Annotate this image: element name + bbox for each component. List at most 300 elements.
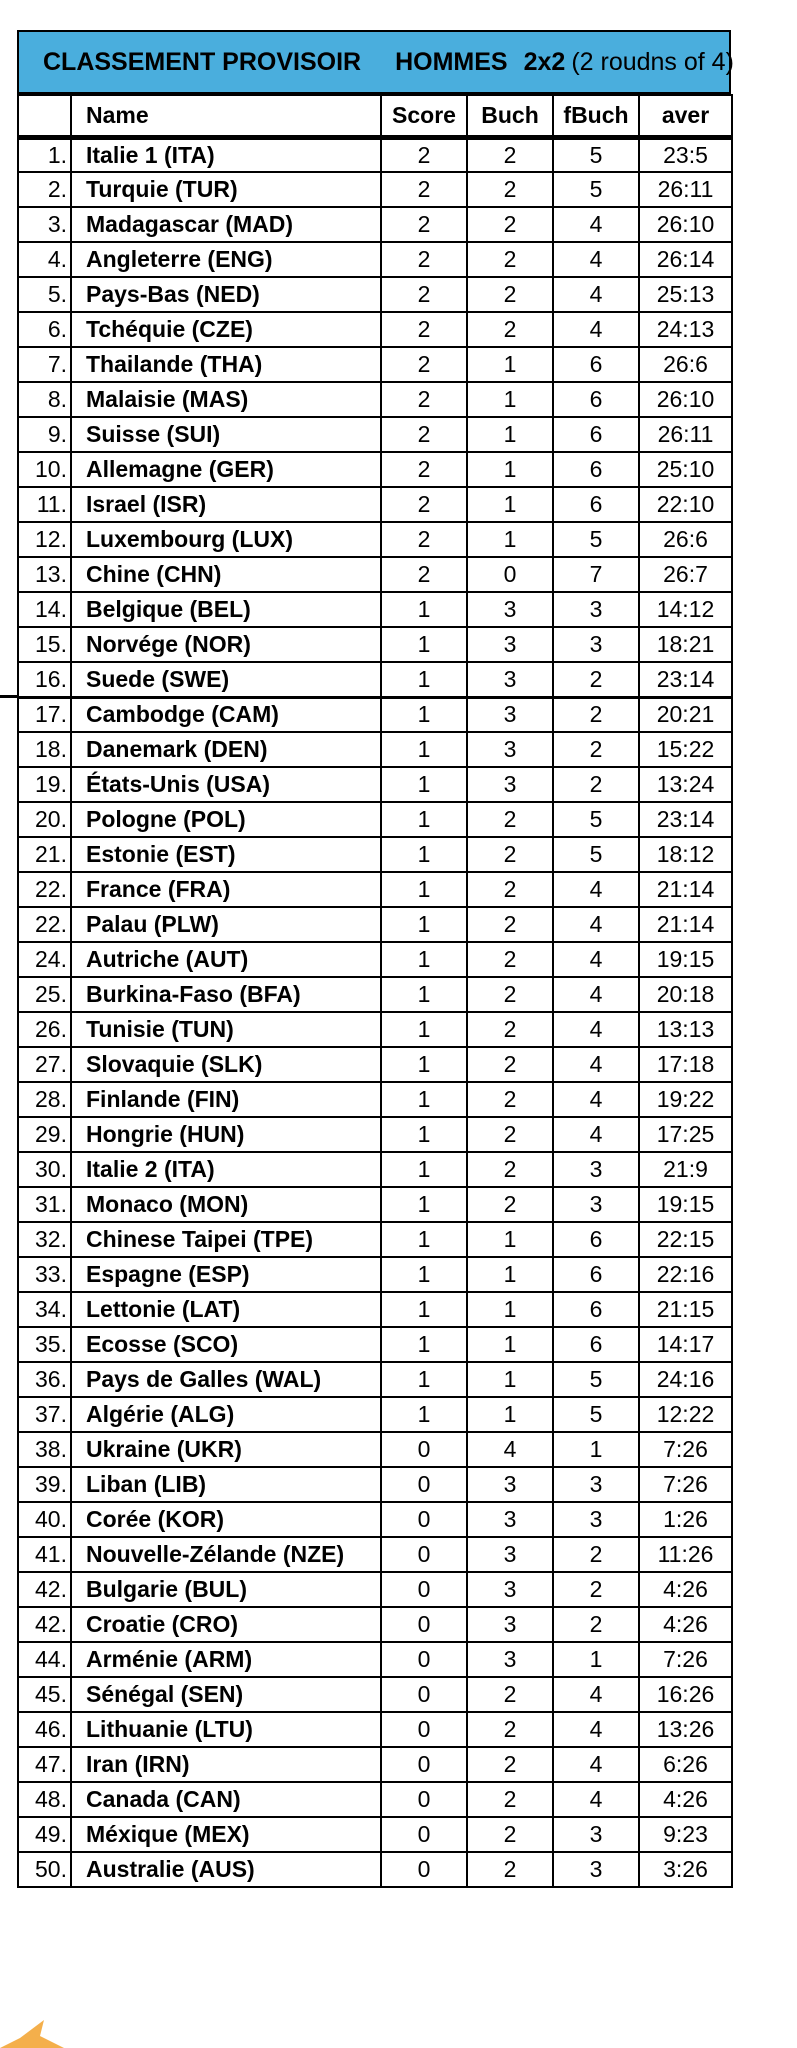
cell-rank: 22. bbox=[18, 872, 71, 907]
table-row bbox=[18, 1082, 732, 1117]
cell-name: France (FRA) bbox=[71, 872, 381, 907]
cell-name: Thailande (THA) bbox=[71, 347, 381, 382]
cell-rank: 28. bbox=[18, 1082, 71, 1117]
cell-rank: 13. bbox=[18, 557, 71, 592]
cell-name: Monaco (MON) bbox=[71, 1187, 381, 1222]
cell-name: Angleterre (ENG) bbox=[71, 242, 381, 277]
cell-name: Luxembourg (LUX) bbox=[71, 522, 381, 557]
cell-rank: 10. bbox=[18, 452, 71, 487]
header-row bbox=[18, 95, 732, 137]
cell-name: Algérie (ALG) bbox=[71, 1397, 381, 1432]
cell-score: 1 bbox=[381, 942, 467, 977]
cell-aver: 17:25 bbox=[639, 1117, 732, 1152]
cell-aver: 20:18 bbox=[639, 977, 732, 1012]
cell-name: Lettonie (LAT) bbox=[71, 1292, 381, 1327]
cell-buch: 3 bbox=[467, 1502, 553, 1537]
cell-aver: 19:15 bbox=[639, 1187, 732, 1222]
cell-fbuch: 4 bbox=[553, 942, 639, 977]
cell-name: Danemark (DEN) bbox=[71, 732, 381, 767]
table-row bbox=[18, 1117, 732, 1152]
cell-fbuch: 4 bbox=[553, 312, 639, 347]
cell-score: 1 bbox=[381, 1187, 467, 1222]
cell-fbuch: 2 bbox=[553, 697, 639, 732]
cell-fbuch: 6 bbox=[553, 452, 639, 487]
cell-fbuch: 6 bbox=[553, 417, 639, 452]
table-row bbox=[18, 1607, 732, 1642]
cell-fbuch: 5 bbox=[553, 172, 639, 207]
cell-aver: 1:26 bbox=[639, 1502, 732, 1537]
cell-score: 0 bbox=[381, 1467, 467, 1502]
table-row bbox=[18, 557, 732, 592]
cell-buch: 1 bbox=[467, 487, 553, 522]
cell-fbuch: 2 bbox=[553, 767, 639, 802]
cell-rank: 33. bbox=[18, 1257, 71, 1292]
table-row bbox=[18, 487, 732, 522]
cell-fbuch: 5 bbox=[553, 1362, 639, 1397]
column-header-buch: Buch bbox=[467, 95, 553, 137]
cell-buch: 1 bbox=[467, 522, 553, 557]
cell-buch: 2 bbox=[467, 1712, 553, 1747]
cell-aver: 26:10 bbox=[639, 382, 732, 417]
cell-aver: 7:26 bbox=[639, 1432, 732, 1467]
cell-aver: 14:12 bbox=[639, 592, 732, 627]
cell-name: Sénégal (SEN) bbox=[71, 1677, 381, 1712]
table-row bbox=[18, 452, 732, 487]
cell-aver: 11:26 bbox=[639, 1537, 732, 1572]
cell-name: Italie 1 (ITA) bbox=[71, 137, 381, 172]
cell-score: 2 bbox=[381, 172, 467, 207]
cell-buch: 1 bbox=[467, 417, 553, 452]
table-row bbox=[18, 1292, 732, 1327]
cell-rank: 35. bbox=[18, 1327, 71, 1362]
cell-name: Allemagne (GER) bbox=[71, 452, 381, 487]
cell-fbuch: 6 bbox=[553, 347, 639, 382]
cell-fbuch: 2 bbox=[553, 1572, 639, 1607]
cell-rank: 17. bbox=[18, 697, 71, 732]
cell-name: Nouvelle-Zélande (NZE) bbox=[71, 1537, 381, 1572]
cell-aver: 6:26 bbox=[639, 1747, 732, 1782]
cell-name: Australie (AUS) bbox=[71, 1852, 381, 1887]
cell-buch: 3 bbox=[467, 732, 553, 767]
table-row bbox=[18, 872, 732, 907]
cell-fbuch: 5 bbox=[553, 837, 639, 872]
cell-rank: 6. bbox=[18, 312, 71, 347]
cell-buch: 2 bbox=[467, 1747, 553, 1782]
cell-buch: 2 bbox=[467, 1047, 553, 1082]
cell-buch: 3 bbox=[467, 697, 553, 732]
cell-score: 0 bbox=[381, 1537, 467, 1572]
cell-fbuch: 6 bbox=[553, 382, 639, 417]
cell-rank: 12. bbox=[18, 522, 71, 557]
cell-name: Ecosse (SCO) bbox=[71, 1327, 381, 1362]
table-row bbox=[18, 802, 732, 837]
cell-buch: 2 bbox=[467, 942, 553, 977]
cell-fbuch: 3 bbox=[553, 1187, 639, 1222]
cell-buch: 3 bbox=[467, 1537, 553, 1572]
cell-aver: 26:6 bbox=[639, 522, 732, 557]
cell-buch: 3 bbox=[467, 627, 553, 662]
cell-aver: 22:10 bbox=[639, 487, 732, 522]
cell-fbuch: 4 bbox=[553, 907, 639, 942]
cell-name: Pays de Galles (WAL) bbox=[71, 1362, 381, 1397]
cell-name: Madagascar (MAD) bbox=[71, 207, 381, 242]
cell-buch: 1 bbox=[467, 452, 553, 487]
cell-rank: 14. bbox=[18, 592, 71, 627]
cell-name: Malaisie (MAS) bbox=[71, 382, 381, 417]
cell-rank: 5. bbox=[18, 277, 71, 312]
cell-rank: 40. bbox=[18, 1502, 71, 1537]
cell-fbuch: 3 bbox=[553, 1502, 639, 1537]
cell-score: 0 bbox=[381, 1642, 467, 1677]
cell-aver: 18:21 bbox=[639, 627, 732, 662]
cell-rank: 18. bbox=[18, 732, 71, 767]
cell-fbuch: 4 bbox=[553, 1747, 639, 1782]
cell-score: 0 bbox=[381, 1677, 467, 1712]
column-header-score: Score bbox=[381, 95, 467, 137]
cell-score: 2 bbox=[381, 277, 467, 312]
cell-rank: 49. bbox=[18, 1817, 71, 1852]
column-header-aver: aver bbox=[639, 95, 732, 137]
cell-score: 0 bbox=[381, 1432, 467, 1467]
cell-score: 0 bbox=[381, 1782, 467, 1817]
cell-name: Finlande (FIN) bbox=[71, 1082, 381, 1117]
cell-rank: 21. bbox=[18, 837, 71, 872]
cell-buch: 1 bbox=[467, 1327, 553, 1362]
cell-score: 1 bbox=[381, 1362, 467, 1397]
table-row bbox=[18, 1327, 732, 1362]
cell-name: Italie 2 (ITA) bbox=[71, 1152, 381, 1187]
cell-buch: 1 bbox=[467, 1292, 553, 1327]
cell-name: Autriche (AUT) bbox=[71, 942, 381, 977]
cell-rank: 26. bbox=[18, 1012, 71, 1047]
cell-fbuch: 5 bbox=[553, 137, 639, 172]
cell-aver: 19:22 bbox=[639, 1082, 732, 1117]
cell-name: Suede (SWE) bbox=[71, 662, 381, 697]
cell-aver: 3:26 bbox=[639, 1852, 732, 1887]
cell-rank: 24. bbox=[18, 942, 71, 977]
cell-score: 1 bbox=[381, 1397, 467, 1432]
cell-score: 2 bbox=[381, 312, 467, 347]
cell-fbuch: 4 bbox=[553, 1677, 639, 1712]
cell-score: 0 bbox=[381, 1712, 467, 1747]
cell-buch: 2 bbox=[467, 137, 553, 172]
cell-fbuch: 3 bbox=[553, 1817, 639, 1852]
cell-rank: 42. bbox=[18, 1607, 71, 1642]
cell-buch: 2 bbox=[467, 907, 553, 942]
cell-rank: 44. bbox=[18, 1642, 71, 1677]
table-row bbox=[18, 1432, 732, 1467]
cell-fbuch: 1 bbox=[553, 1432, 639, 1467]
cell-rank: 30. bbox=[18, 1152, 71, 1187]
table-row bbox=[18, 1747, 732, 1782]
cell-aver: 26:10 bbox=[639, 207, 732, 242]
cell-aver: 26:14 bbox=[639, 242, 732, 277]
cell-fbuch: 6 bbox=[553, 1292, 639, 1327]
cell-fbuch: 7 bbox=[553, 557, 639, 592]
cell-score: 0 bbox=[381, 1572, 467, 1607]
cell-buch: 1 bbox=[467, 347, 553, 382]
cell-score: 2 bbox=[381, 522, 467, 557]
cell-rank: 48. bbox=[18, 1782, 71, 1817]
cell-aver: 16:26 bbox=[639, 1677, 732, 1712]
table-row bbox=[18, 1187, 732, 1222]
cell-name: Iran (IRN) bbox=[71, 1747, 381, 1782]
format-label: 2x2 bbox=[523, 47, 566, 76]
cell-buch: 2 bbox=[467, 872, 553, 907]
cell-buch: 3 bbox=[467, 1572, 553, 1607]
page-title: CLASSEMENT PROVISOIR bbox=[43, 47, 362, 76]
cell-fbuch: 2 bbox=[553, 732, 639, 767]
cell-name: Chine (CHN) bbox=[71, 557, 381, 592]
cell-rank: 46. bbox=[18, 1712, 71, 1747]
cell-rank: 31. bbox=[18, 1187, 71, 1222]
table-row bbox=[18, 347, 732, 382]
cell-buch: 2 bbox=[467, 1852, 553, 1887]
cell-name: Turquie (TUR) bbox=[71, 172, 381, 207]
column-header-name: Name bbox=[71, 95, 381, 137]
table-row bbox=[18, 627, 732, 662]
table-row bbox=[18, 1012, 732, 1047]
cell-name: Israel (ISR) bbox=[71, 487, 381, 522]
cell-score: 1 bbox=[381, 662, 467, 697]
table-row bbox=[18, 1467, 732, 1502]
cell-fbuch: 5 bbox=[553, 1397, 639, 1432]
cell-aver: 25:13 bbox=[639, 277, 732, 312]
cell-buch: 2 bbox=[467, 1187, 553, 1222]
cell-buch: 2 bbox=[467, 1117, 553, 1152]
cell-buch: 1 bbox=[467, 1397, 553, 1432]
cell-name: Suisse (SUI) bbox=[71, 417, 381, 452]
cell-aver: 23:5 bbox=[639, 137, 732, 172]
table-row bbox=[18, 172, 732, 207]
cell-fbuch: 4 bbox=[553, 1047, 639, 1082]
cell-aver: 26:11 bbox=[639, 172, 732, 207]
cell-buch: 2 bbox=[467, 1082, 553, 1117]
cell-name: Ukraine (UKR) bbox=[71, 1432, 381, 1467]
cell-fbuch: 5 bbox=[553, 522, 639, 557]
cell-rank: 8. bbox=[18, 382, 71, 417]
cell-rank: 45. bbox=[18, 1677, 71, 1712]
cell-score: 1 bbox=[381, 977, 467, 1012]
cell-name: Tchéquie (CZE) bbox=[71, 312, 381, 347]
title-bar bbox=[17, 30, 734, 94]
cell-rank: 32. bbox=[18, 1222, 71, 1257]
cell-fbuch: 3 bbox=[553, 627, 639, 662]
cell-score: 0 bbox=[381, 1852, 467, 1887]
cell-buch: 1 bbox=[467, 1362, 553, 1397]
cell-name: Burkina-Faso (BFA) bbox=[71, 977, 381, 1012]
cell-name: Slovaquie (SLK) bbox=[71, 1047, 381, 1082]
cell-rank: 20. bbox=[18, 802, 71, 837]
cell-aver: 26:6 bbox=[639, 347, 732, 382]
table-row bbox=[18, 592, 732, 627]
cell-score: 2 bbox=[381, 487, 467, 522]
cell-buch: 3 bbox=[467, 662, 553, 697]
cell-aver: 7:26 bbox=[639, 1467, 732, 1502]
cell-buch: 2 bbox=[467, 277, 553, 312]
cell-aver: 18:12 bbox=[639, 837, 732, 872]
cell-fbuch: 6 bbox=[553, 487, 639, 522]
cell-score: 1 bbox=[381, 627, 467, 662]
cell-name: Cambodge (CAM) bbox=[71, 697, 381, 732]
cell-rank: 22. bbox=[18, 907, 71, 942]
cell-name: Belgique (BEL) bbox=[71, 592, 381, 627]
cell-aver: 19:15 bbox=[639, 942, 732, 977]
cell-name: Croatie (CRO) bbox=[71, 1607, 381, 1642]
cell-name: Palau (PLW) bbox=[71, 907, 381, 942]
cell-score: 2 bbox=[381, 452, 467, 487]
cell-buch: 2 bbox=[467, 242, 553, 277]
table-row bbox=[18, 662, 732, 697]
cell-aver: 22:15 bbox=[639, 1222, 732, 1257]
table-row bbox=[18, 697, 732, 732]
cell-fbuch: 4 bbox=[553, 1712, 639, 1747]
table-row bbox=[18, 1362, 732, 1397]
cell-aver: 26:7 bbox=[639, 557, 732, 592]
cell-aver: 13:24 bbox=[639, 767, 732, 802]
table-row bbox=[18, 977, 732, 1012]
cell-rank: 50. bbox=[18, 1852, 71, 1887]
table-row bbox=[18, 1152, 732, 1187]
table-row bbox=[18, 1782, 732, 1817]
table-row bbox=[18, 1572, 732, 1607]
cell-rank: 36. bbox=[18, 1362, 71, 1397]
cell-name: Pays-Bas (NED) bbox=[71, 277, 381, 312]
table-row bbox=[18, 1257, 732, 1292]
cell-buch: 3 bbox=[467, 592, 553, 627]
cell-score: 1 bbox=[381, 1327, 467, 1362]
cell-rank: 42. bbox=[18, 1572, 71, 1607]
table-row bbox=[18, 1677, 732, 1712]
cell-buch: 1 bbox=[467, 1257, 553, 1292]
table-row bbox=[18, 277, 732, 312]
cell-buch: 2 bbox=[467, 207, 553, 242]
cell-fbuch: 4 bbox=[553, 242, 639, 277]
table-row bbox=[18, 137, 732, 172]
cell-fbuch: 3 bbox=[553, 592, 639, 627]
cell-buch: 2 bbox=[467, 977, 553, 1012]
cell-rank: 25. bbox=[18, 977, 71, 1012]
table-row bbox=[18, 207, 732, 242]
table-row bbox=[18, 312, 732, 347]
cell-rank: 11. bbox=[18, 487, 71, 522]
cell-fbuch: 5 bbox=[553, 802, 639, 837]
cell-score: 1 bbox=[381, 1222, 467, 1257]
cell-name: Hongrie (HUN) bbox=[71, 1117, 381, 1152]
cell-buch: 2 bbox=[467, 837, 553, 872]
cell-aver: 22:16 bbox=[639, 1257, 732, 1292]
cell-aver: 15:22 bbox=[639, 732, 732, 767]
cell-rank: 41. bbox=[18, 1537, 71, 1572]
cell-buch: 2 bbox=[467, 1012, 553, 1047]
cell-fbuch: 4 bbox=[553, 1012, 639, 1047]
cell-aver: 23:14 bbox=[639, 802, 732, 837]
cell-name: Liban (LIB) bbox=[71, 1467, 381, 1502]
cell-aver: 21:14 bbox=[639, 872, 732, 907]
standings-sheet bbox=[17, 30, 734, 1888]
cell-score: 2 bbox=[381, 242, 467, 277]
table-row bbox=[18, 382, 732, 417]
cell-fbuch: 2 bbox=[553, 662, 639, 697]
cell-fbuch: 3 bbox=[553, 1852, 639, 1887]
cell-buch: 3 bbox=[467, 1642, 553, 1677]
cell-score: 2 bbox=[381, 382, 467, 417]
table-row bbox=[18, 1817, 732, 1852]
standings-body bbox=[18, 137, 732, 1887]
standings-table bbox=[17, 94, 733, 1888]
cell-score: 1 bbox=[381, 1257, 467, 1292]
table-row bbox=[18, 1047, 732, 1082]
rounds-note: (2 roudns of 4) bbox=[571, 47, 734, 76]
cell-score: 1 bbox=[381, 907, 467, 942]
cell-score: 1 bbox=[381, 1292, 467, 1327]
column-header-fbuch: fBuch bbox=[553, 95, 639, 137]
cell-rank: 29. bbox=[18, 1117, 71, 1152]
cell-name: États-Unis (USA) bbox=[71, 767, 381, 802]
cell-score: 1 bbox=[381, 767, 467, 802]
table-row bbox=[18, 1712, 732, 1747]
cell-fbuch: 6 bbox=[553, 1222, 639, 1257]
cell-aver: 26:11 bbox=[639, 417, 732, 452]
cell-aver: 13:13 bbox=[639, 1012, 732, 1047]
cell-name: Norvége (NOR) bbox=[71, 627, 381, 662]
cell-rank: 37. bbox=[18, 1397, 71, 1432]
category-label: HOMMES bbox=[395, 47, 508, 76]
cell-aver: 7:26 bbox=[639, 1642, 732, 1677]
cell-rank: 38. bbox=[18, 1432, 71, 1467]
cell-fbuch: 4 bbox=[553, 872, 639, 907]
cell-aver: 12:22 bbox=[639, 1397, 732, 1432]
cell-buch: 2 bbox=[467, 312, 553, 347]
cell-fbuch: 3 bbox=[553, 1152, 639, 1187]
cell-score: 2 bbox=[381, 347, 467, 382]
cell-score: 1 bbox=[381, 1117, 467, 1152]
cell-rank: 39. bbox=[18, 1467, 71, 1502]
cell-buch: 1 bbox=[467, 1222, 553, 1257]
cell-fbuch: 2 bbox=[553, 1607, 639, 1642]
cell-fbuch: 6 bbox=[553, 1257, 639, 1292]
cell-score: 2 bbox=[381, 207, 467, 242]
cell-score: 1 bbox=[381, 872, 467, 907]
cell-aver: 21:9 bbox=[639, 1152, 732, 1187]
cell-aver: 14:17 bbox=[639, 1327, 732, 1362]
cell-rank: 16. bbox=[18, 662, 71, 697]
cell-name: Tunisie (TUN) bbox=[71, 1012, 381, 1047]
cell-score: 1 bbox=[381, 802, 467, 837]
cell-aver: 24:16 bbox=[639, 1362, 732, 1397]
table-row bbox=[18, 942, 732, 977]
cell-rank: 2. bbox=[18, 172, 71, 207]
cell-rank: 4. bbox=[18, 242, 71, 277]
table-row bbox=[18, 417, 732, 452]
cell-score: 0 bbox=[381, 1747, 467, 1782]
cell-buch: 2 bbox=[467, 1677, 553, 1712]
cell-buch: 3 bbox=[467, 767, 553, 802]
cell-fbuch: 2 bbox=[553, 1537, 639, 1572]
cell-aver: 13:26 bbox=[639, 1712, 732, 1747]
cell-buch: 1 bbox=[467, 382, 553, 417]
cell-score: 0 bbox=[381, 1502, 467, 1537]
table-row bbox=[18, 522, 732, 557]
cell-name: Arménie (ARM) bbox=[71, 1642, 381, 1677]
cell-fbuch: 4 bbox=[553, 277, 639, 312]
cell-buch: 2 bbox=[467, 1152, 553, 1187]
table-row bbox=[18, 907, 732, 942]
cell-fbuch: 1 bbox=[553, 1642, 639, 1677]
table-row bbox=[18, 1222, 732, 1257]
column-header-rank bbox=[18, 95, 71, 137]
cell-fbuch: 4 bbox=[553, 207, 639, 242]
